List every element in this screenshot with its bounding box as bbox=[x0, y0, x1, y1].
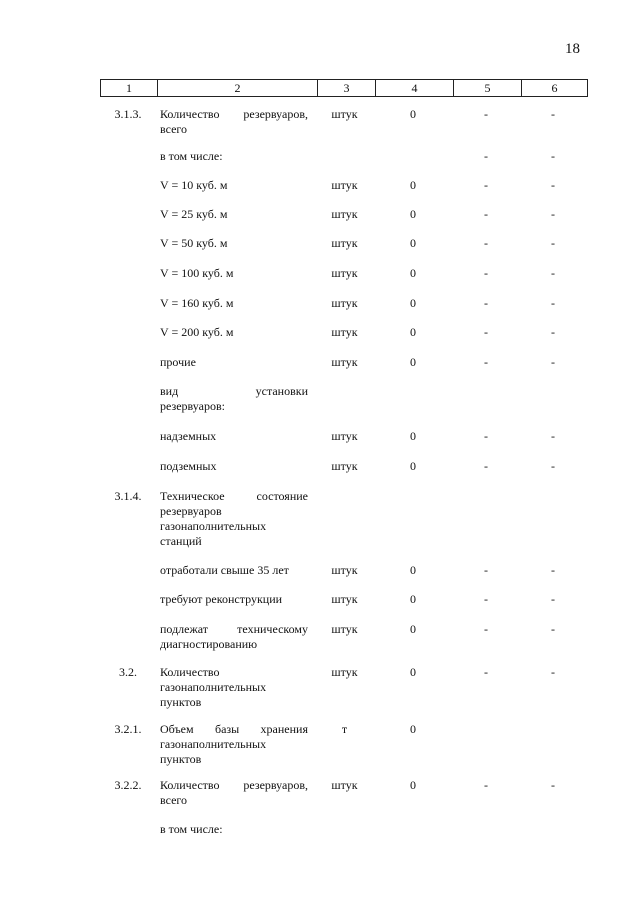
header-cell-4: 4 bbox=[376, 80, 454, 96]
row-label bbox=[160, 178, 308, 193]
row-value-col4: 0 bbox=[410, 622, 416, 636]
row-label-line: Количество резервуаров, bbox=[160, 778, 308, 792]
row-label-line: Техническое состояние bbox=[160, 489, 308, 503]
header-cell-2: 2 bbox=[158, 80, 318, 96]
row-label bbox=[160, 207, 308, 222]
row-label-line: отработали свыше 35 лет bbox=[160, 563, 289, 577]
row-label bbox=[160, 149, 308, 164]
row-value-col5: - bbox=[484, 149, 488, 163]
row-value-col4: 0 bbox=[410, 592, 416, 606]
row-value-col6: - bbox=[551, 563, 555, 577]
row-label-line: резервуаров: bbox=[160, 399, 225, 413]
row-unit: штук bbox=[331, 778, 358, 792]
row-value-col4: 0 bbox=[410, 722, 416, 736]
row-label bbox=[160, 722, 308, 767]
row-value-col4: 0 bbox=[410, 355, 416, 369]
row-label bbox=[160, 384, 308, 414]
row-value-col4: 0 bbox=[410, 563, 416, 577]
row-unit: штук bbox=[331, 563, 358, 577]
row-value-col4: 0 bbox=[410, 107, 416, 121]
row-value-col5: - bbox=[484, 592, 488, 606]
row-label bbox=[160, 107, 308, 137]
row-number: 3.2. bbox=[119, 665, 137, 679]
row-number: 3.2.1. bbox=[114, 722, 142, 736]
row-label bbox=[160, 236, 308, 251]
row-value-col4: 0 bbox=[410, 778, 416, 792]
row-value-col5: - bbox=[484, 236, 488, 250]
row-label bbox=[160, 778, 308, 808]
row-value-col6: - bbox=[551, 429, 555, 443]
row-label-line: V = 50 куб. м bbox=[160, 236, 228, 250]
row-label bbox=[160, 489, 308, 549]
row-label-line: в том числе: bbox=[160, 822, 223, 836]
row-value-col5: - bbox=[484, 778, 488, 792]
header-cell-1: 1 bbox=[101, 80, 158, 96]
row-label bbox=[160, 296, 308, 311]
row-value-col4: 0 bbox=[410, 236, 416, 250]
row-value-col6: - bbox=[551, 459, 555, 473]
row-label-line: газонаполнительных bbox=[160, 680, 267, 694]
page-number: 18 bbox=[565, 41, 580, 57]
row-label-line: газонаполнительных bbox=[160, 519, 267, 533]
row-value-col6: - bbox=[551, 296, 555, 310]
row-value-col4: 0 bbox=[410, 429, 416, 443]
row-label-line: в том числе: bbox=[160, 149, 223, 163]
row-label bbox=[160, 563, 308, 578]
row-label-line: пунктов bbox=[160, 752, 202, 766]
row-label-line: подлежат техническому bbox=[160, 622, 308, 636]
row-unit: штук bbox=[331, 622, 358, 636]
row-label-line: V = 25 куб. м bbox=[160, 207, 228, 221]
row-value-col6: - bbox=[551, 325, 555, 339]
row-value-col5: - bbox=[484, 107, 488, 121]
row-label-line: резервуаров bbox=[160, 504, 222, 518]
row-value-col6: - bbox=[551, 665, 555, 679]
row-value-col6: - bbox=[551, 236, 555, 250]
row-value-col6: - bbox=[551, 592, 555, 606]
row-value-col5: - bbox=[484, 429, 488, 443]
row-label bbox=[160, 266, 308, 281]
row-number: 3.1.3. bbox=[114, 107, 142, 121]
row-value-col6: - bbox=[551, 266, 555, 280]
row-unit: штук bbox=[331, 355, 358, 369]
row-value-col5: - bbox=[484, 178, 488, 192]
row-label-line: пунктов bbox=[160, 695, 202, 709]
row-value-col5: - bbox=[484, 459, 488, 473]
row-value-col4: 0 bbox=[410, 266, 416, 280]
row-label bbox=[160, 325, 308, 340]
header-cell-3: 3 bbox=[318, 80, 376, 96]
header-cell-6: 6 bbox=[551, 81, 558, 95]
row-unit: штук bbox=[331, 296, 358, 310]
row-unit: штук bbox=[331, 236, 358, 250]
row-unit: штук bbox=[331, 178, 358, 192]
row-label-line: Количество bbox=[160, 665, 220, 679]
table-header bbox=[100, 79, 588, 97]
row-value-col6: - bbox=[551, 178, 555, 192]
row-unit: штук bbox=[331, 325, 358, 339]
row-value-col5: - bbox=[484, 207, 488, 221]
row-value-col6: - bbox=[551, 355, 555, 369]
row-unit: штук bbox=[331, 459, 358, 473]
row-label-line: диагностированию bbox=[160, 637, 258, 651]
row-label-line: Количество резервуаров, bbox=[160, 107, 308, 121]
row-value-col4: 0 bbox=[410, 296, 416, 310]
row-label-line: газонаполнительных bbox=[160, 737, 267, 751]
row-label bbox=[160, 822, 308, 837]
row-value-col6: - bbox=[551, 622, 555, 636]
row-unit: штук bbox=[331, 266, 358, 280]
row-unit: штук bbox=[331, 207, 358, 221]
row-label-line: V = 10 куб. м bbox=[160, 178, 228, 192]
row-unit: штук bbox=[331, 592, 358, 606]
row-label-line: требуют реконструкции bbox=[160, 592, 283, 606]
row-value-col4: 0 bbox=[410, 459, 416, 473]
row-label bbox=[160, 459, 308, 474]
row-value-col4: 0 bbox=[410, 178, 416, 192]
row-label-line: V = 100 куб. м bbox=[160, 266, 234, 280]
row-label-line: Объем базы хранения bbox=[160, 722, 308, 736]
row-value-col4: 0 bbox=[410, 665, 416, 679]
row-label-line: надземных bbox=[160, 429, 217, 443]
row-value-col5: - bbox=[484, 665, 488, 679]
row-label-line: подземных bbox=[160, 459, 217, 473]
row-label bbox=[160, 429, 308, 444]
row-value-col5: - bbox=[484, 355, 488, 369]
row-value-col6: - bbox=[551, 107, 555, 121]
row-value-col6: - bbox=[551, 149, 555, 163]
row-value-col5: - bbox=[484, 622, 488, 636]
row-label-line: всего bbox=[160, 793, 188, 807]
row-value-col4: 0 bbox=[410, 207, 416, 221]
row-label bbox=[160, 665, 308, 710]
row-value-col5: - bbox=[484, 266, 488, 280]
row-value-col5: - bbox=[484, 296, 488, 310]
row-value-col4: 0 bbox=[410, 325, 416, 339]
row-label bbox=[160, 622, 308, 652]
row-unit: штук bbox=[331, 107, 358, 121]
row-label-line: V = 160 куб. м bbox=[160, 296, 234, 310]
row-value-col6: - bbox=[551, 207, 555, 221]
row-label bbox=[160, 592, 308, 607]
row-label-line: станций bbox=[160, 534, 202, 548]
row-label-line: вид установки bbox=[160, 384, 308, 398]
row-label bbox=[160, 355, 308, 370]
row-number: 3.1.4. bbox=[114, 489, 142, 503]
row-label-line: прочие bbox=[160, 355, 196, 369]
row-value-col5: - bbox=[484, 325, 488, 339]
row-value-col6: - bbox=[551, 778, 555, 792]
row-label-line: V = 200 куб. м bbox=[160, 325, 234, 339]
row-unit: штук bbox=[331, 665, 358, 679]
row-unit: штук bbox=[331, 429, 358, 443]
row-unit: т bbox=[341, 722, 348, 736]
row-number: 3.2.2. bbox=[114, 778, 142, 792]
row-label-line: всего bbox=[160, 122, 188, 136]
header-cell-5: 5 bbox=[454, 80, 522, 96]
row-value-col5: - bbox=[484, 563, 488, 577]
